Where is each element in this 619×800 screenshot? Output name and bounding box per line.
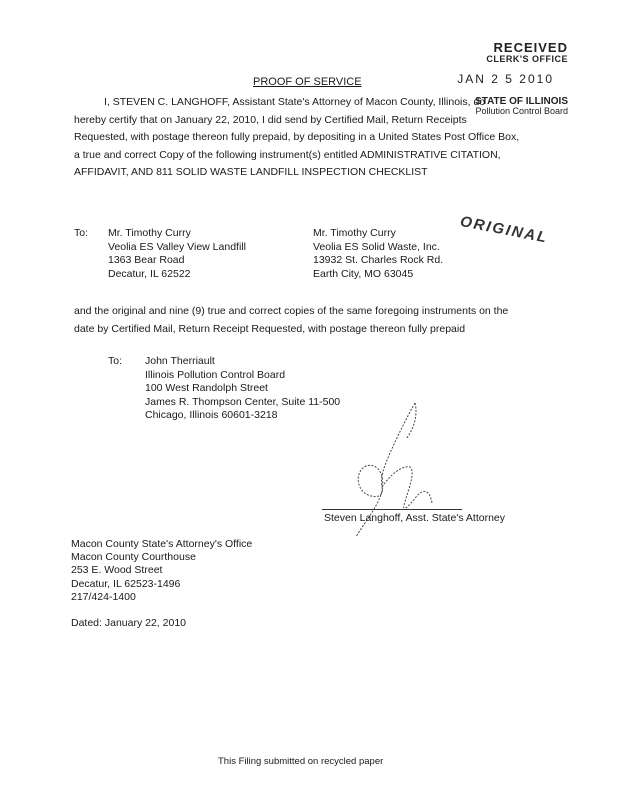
body-line: I, STEVEN C. LANGHOFF, Assistant State's Attorney of Macon County, Illinois, do bbox=[104, 96, 486, 108]
recipient-building: James R. Thompson Center, Suite 11-500 bbox=[145, 395, 341, 408]
office-line: Decatur, IL 62523-1496 bbox=[71, 577, 181, 590]
office-line: Macon County State's Attorney's Office bbox=[71, 538, 253, 550]
recipient-org: Illinois Pollution Control Board bbox=[145, 368, 286, 381]
service-paragraph bbox=[74, 303, 552, 338]
recipient-street: 1363 Bear Road bbox=[108, 254, 185, 266]
recipient-city: Earth City, MO 63045 bbox=[313, 267, 414, 280]
recipient-address-2 bbox=[313, 227, 443, 281]
recipient-city: Chicago, Illinois 60601-3218 bbox=[145, 409, 278, 421]
office-address bbox=[71, 538, 252, 604]
recipient-name: Mr. Timothy Curry bbox=[313, 227, 396, 239]
office-line: 217/424-1400 bbox=[71, 590, 136, 603]
recipient-org: Veolia ES Valley View Landfill bbox=[108, 240, 246, 253]
recipient-name: Mr. Timothy Curry bbox=[108, 227, 191, 239]
document-title: PROOF OF SERVICE bbox=[253, 76, 362, 88]
board-text: Pollution Control Board bbox=[475, 106, 568, 116]
dated-line: Dated: January 22, 2010 bbox=[71, 617, 186, 629]
office-line: 253 E. Wood Street bbox=[71, 564, 163, 577]
signature-line bbox=[322, 509, 462, 510]
body-line: hereby certify that on January 22, 2010, I did send by Certified Mail, Return Receipts bbox=[74, 113, 467, 126]
recipient-org: Veolia ES Solid Waste, Inc. bbox=[313, 240, 440, 253]
signature-caption: Steven Langhoff, Asst. State's Attorney bbox=[324, 512, 506, 524]
original-stamp: ORIGINAL bbox=[458, 213, 550, 247]
state-text: STATE OF ILLINOIS bbox=[475, 96, 568, 107]
recipient-address-1 bbox=[108, 227, 246, 281]
certification-paragraph bbox=[74, 94, 552, 182]
office-line: Macon County Courthouse bbox=[71, 551, 196, 564]
recipient-city: Decatur, IL 62522 bbox=[108, 267, 191, 280]
body-line: and the original and nine (9) true and correct copies of the same foregoing instruments on the bbox=[74, 305, 509, 317]
recipient-name: John Therriault bbox=[145, 355, 215, 367]
clerk-office-text: CLERK'S OFFICE bbox=[486, 54, 568, 64]
recipient-street: 100 West Randolph Street bbox=[145, 382, 268, 394]
body-line: AFFIDAVIT, AND 811 SOLID WASTE LANDFILL INSPECTION CHECKLIST bbox=[74, 166, 428, 179]
body-line: Requested, with postage thereon fully prepaid, by depositing in a United States Post Office Box, bbox=[74, 131, 520, 144]
recipient-street: 13932 St. Charles Rock Rd. bbox=[313, 254, 444, 266]
recipient-address-3 bbox=[145, 355, 340, 423]
to-label-2: To: bbox=[108, 355, 123, 367]
body-line: date by Certified Mail, Return Receipt Requested, with postage thereon fully prepaid bbox=[74, 322, 466, 335]
footer-note: This Filing submitted on recycled paper bbox=[218, 756, 384, 767]
body-line: a true and correct Copy of the following instrument(s) entitled ADMINISTRATIVE CITATION, bbox=[74, 148, 501, 161]
received-text: RECEIVED bbox=[493, 40, 568, 55]
received-date: JAN 2 5 2010 bbox=[457, 72, 554, 86]
to-label: To: bbox=[74, 227, 89, 239]
